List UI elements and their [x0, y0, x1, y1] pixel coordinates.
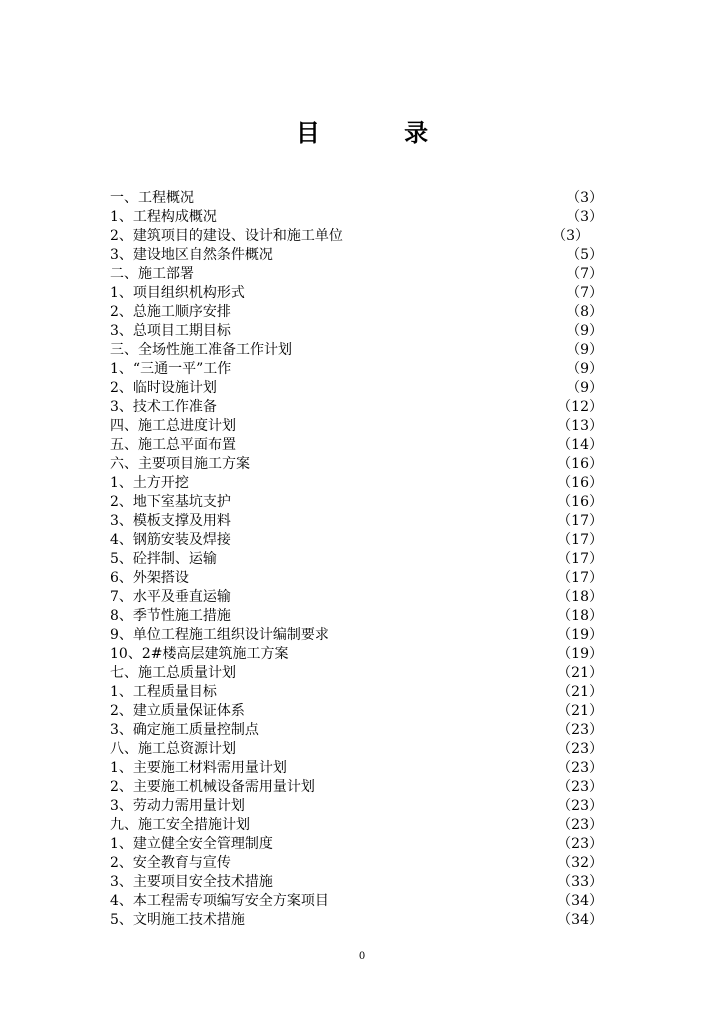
toc-entry-title: 4、本工程需专项编写安全方案项目: [110, 893, 329, 909]
toc-entry-page: （23）: [557, 722, 603, 738]
toc-entry-title: 1、工程构成概况: [110, 209, 217, 225]
toc-entry[interactable]: [110, 778, 603, 797]
toc-entry-page: （32）: [557, 855, 603, 871]
toc-entry-title: 3、主要项目安全技术措施: [110, 874, 273, 890]
toc-entry[interactable]: [110, 322, 603, 341]
toc-entry-title: 2、建立质量保证体系: [110, 703, 245, 719]
toc-entry-page: （34）: [557, 912, 603, 928]
toc-entry[interactable]: [110, 702, 603, 721]
toc-entry[interactable]: [110, 417, 603, 436]
page-number: 0: [358, 951, 366, 962]
toc-entry-page: （21）: [557, 703, 603, 719]
toc-entry-title: 3、建设地区自然条件概况: [110, 247, 273, 263]
toc-entry[interactable]: [110, 911, 603, 930]
toc-entry-title: 1、项目组织机构形式: [110, 285, 245, 301]
toc-entry[interactable]: [110, 645, 603, 664]
toc-entry[interactable]: [110, 816, 603, 835]
toc-entry[interactable]: [110, 398, 603, 417]
toc-entry-title: 2、总施工顺序安排: [110, 304, 231, 320]
toc-entry[interactable]: [110, 265, 603, 284]
toc-entry[interactable]: [110, 493, 603, 512]
toc-entry-title: 3、总项目工期目标: [110, 323, 231, 339]
toc-entry-title: 三、全场性施工准备工作计划: [110, 342, 292, 358]
toc-entry[interactable]: [110, 550, 603, 569]
toc-entry-page: （16）: [557, 494, 603, 510]
toc-entry-title: 九、施工安全措施计划: [110, 817, 250, 833]
toc-entry-page: （7）: [566, 266, 603, 282]
toc-entry-page: （17）: [557, 551, 603, 567]
toc-entry-page: （7）: [566, 285, 603, 301]
toc-entry-page: （17）: [557, 513, 603, 529]
toc-entry-title: 一、工程概况: [110, 190, 194, 206]
toc-entry-title: 二、施工部署: [110, 266, 194, 282]
toc-entry-page: （5）: [566, 247, 603, 263]
toc-entry[interactable]: [110, 626, 603, 645]
toc-entry-page: （17）: [557, 532, 603, 548]
toc-entry[interactable]: [110, 379, 603, 398]
toc-entry[interactable]: [110, 360, 603, 379]
toc-entry-page: （34）: [557, 893, 603, 909]
toc-entry-page: （17）: [557, 570, 603, 586]
toc-entry[interactable]: [110, 854, 603, 873]
toc-entry[interactable]: [110, 873, 603, 892]
toc-entry-page: （18）: [557, 589, 603, 605]
toc-entry-page: （23）: [557, 760, 603, 776]
toc-entry[interactable]: [110, 607, 603, 626]
toc-entry-title: 5、文明施工技术措施: [110, 912, 245, 928]
table-of-contents: [110, 189, 603, 930]
toc-entry-page: （33）: [557, 874, 603, 890]
toc-entry[interactable]: [110, 797, 603, 816]
toc-entry[interactable]: [110, 835, 603, 854]
toc-entry-page: （19）: [557, 627, 603, 643]
toc-entry-title: 8、季节性施工措施: [110, 608, 231, 624]
toc-entry-title: 1、“三通一平”工作: [110, 361, 232, 377]
toc-entry-title: 3、模板支撑及用料: [110, 513, 231, 529]
toc-entry-page: （8）: [566, 304, 603, 320]
toc-entry[interactable]: [110, 208, 603, 227]
toc-entry-title: 1、建立健全安全管理制度: [110, 836, 273, 852]
toc-entry-page: （16）: [557, 456, 603, 472]
toc-entry-title: 4、钢筋安装及焊接: [110, 532, 231, 548]
toc-entry-title: 5、砼拌制、运输: [110, 551, 217, 567]
toc-entry-page: （23）: [557, 798, 603, 814]
toc-entry-page: （18）: [557, 608, 603, 624]
toc-entry-page: （23）: [557, 741, 603, 757]
toc-entry-page: （3）: [566, 209, 603, 225]
toc-entry-page: （16）: [557, 475, 603, 491]
toc-entry-title: 七、施工总质量计划: [110, 665, 236, 681]
toc-entry[interactable]: [110, 892, 603, 911]
toc-entry[interactable]: [110, 531, 603, 550]
toc-entry-page: （21）: [557, 665, 603, 681]
toc-entry[interactable]: [110, 189, 603, 208]
toc-entry-title: 2、地下室基坑支护: [110, 494, 231, 510]
toc-entry-page: （9）: [566, 380, 603, 396]
toc-entry[interactable]: [110, 284, 603, 303]
toc-entry-title: 3、劳动力需用量计划: [110, 798, 245, 814]
document-title: 目 录: [295, 119, 467, 147]
toc-entry-title: 10、2#楼高层建筑施工方案: [110, 646, 289, 662]
toc-entry-title: 1、工程质量目标: [110, 684, 217, 700]
toc-entry-title: 2、建筑项目的建设、设计和施工单位: [110, 228, 343, 244]
toc-entry[interactable]: [110, 721, 603, 740]
toc-entry-page: （23）: [557, 779, 603, 795]
toc-entry-page: （14）: [557, 437, 603, 453]
toc-entry[interactable]: [110, 436, 603, 455]
toc-entry-title: 2、安全教育与宣传: [110, 855, 231, 871]
toc-entry[interactable]: [110, 759, 603, 778]
toc-entry-title: 3、技术工作准备: [110, 399, 217, 415]
toc-entry-title: 八、施工总资源计划: [110, 741, 236, 757]
toc-entry-page: （19）: [557, 646, 603, 662]
toc-entry-title: 7、水平及垂直运输: [110, 589, 231, 605]
toc-entry[interactable]: [110, 664, 603, 683]
toc-entry-title: 6、外架搭设: [110, 570, 189, 586]
toc-entry-page: （9）: [566, 361, 603, 377]
toc-entry[interactable]: [110, 455, 603, 474]
toc-entry-title: 1、土方开挖: [110, 475, 189, 491]
toc-entry-page: （23）: [557, 817, 603, 833]
toc-entry[interactable]: [110, 474, 603, 493]
toc-entry[interactable]: [110, 569, 603, 588]
toc-entry-title: 六、主要项目施工方案: [110, 456, 250, 472]
toc-entry-page: （3）: [566, 190, 603, 206]
toc-entry-page: （21）: [557, 684, 603, 700]
toc-entry-title: 四、施工总进度计划: [110, 418, 236, 434]
toc-entry-page: （23）: [557, 836, 603, 852]
toc-entry[interactable]: [110, 740, 603, 759]
toc-entry[interactable]: [110, 246, 603, 265]
toc-entry[interactable]: [110, 227, 603, 246]
toc-entry[interactable]: [110, 683, 603, 702]
toc-entry-title: 2、临时设施计划: [110, 380, 217, 396]
toc-entry-page: （12）: [557, 399, 603, 415]
toc-entry-title: 五、施工总平面布置: [110, 437, 236, 453]
toc-entry-page: （9）: [566, 342, 603, 358]
toc-entry-page: （3）: [552, 228, 589, 244]
toc-entry-title: 1、主要施工材料需用量计划: [110, 760, 287, 776]
toc-entry-title: 2、主要施工机械设备需用量计划: [110, 779, 315, 795]
toc-entry[interactable]: [110, 512, 603, 531]
toc-entry-page: （13）: [557, 418, 603, 434]
toc-entry-title: 9、单位工程施工组织设计编制要求: [110, 627, 329, 643]
toc-entry-page: （9）: [566, 323, 603, 339]
toc-entry[interactable]: [110, 303, 603, 322]
toc-entry-title: 3、确定施工质量控制点: [110, 722, 259, 738]
toc-entry[interactable]: [110, 588, 603, 607]
toc-entry[interactable]: [110, 341, 603, 360]
